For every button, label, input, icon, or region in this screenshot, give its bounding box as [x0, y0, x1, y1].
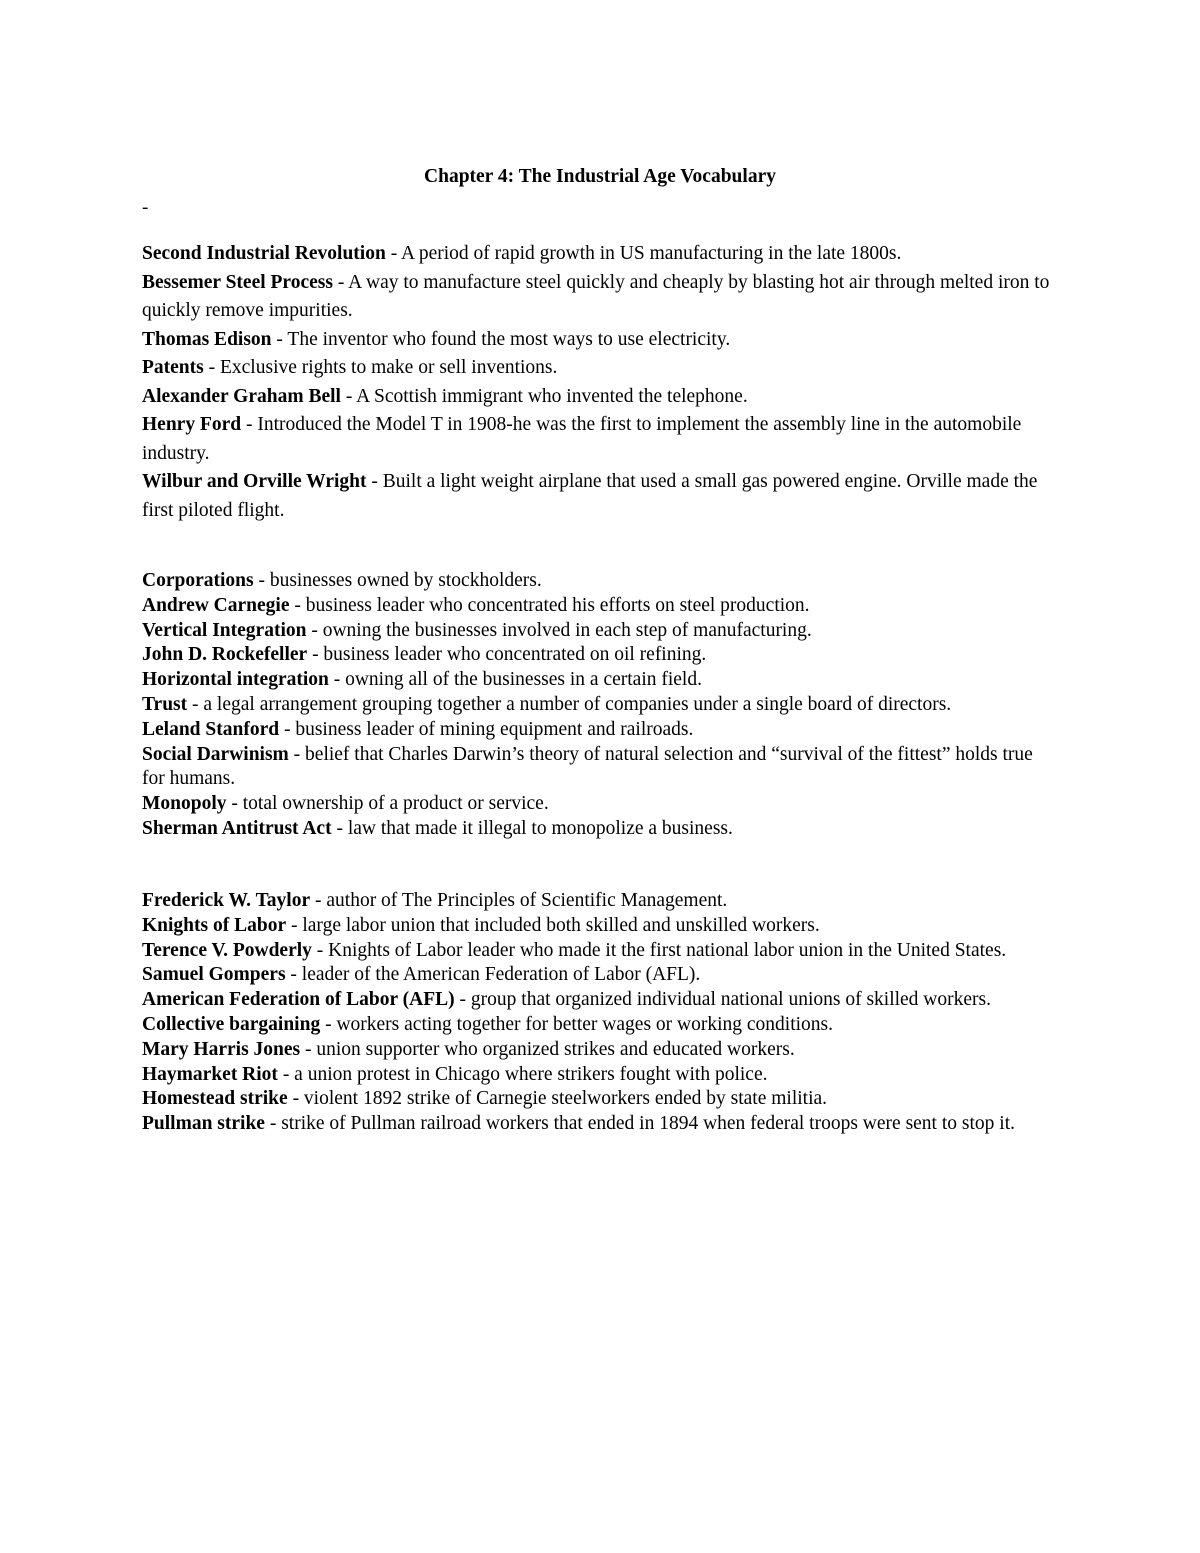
vocab-section-labor	[142, 889, 1057, 1137]
vocab-term: Knights of Labor	[142, 914, 287, 936]
vocab-definition: - A Scottish immigrant who invented the telephone.	[340, 385, 748, 407]
vocab-entry	[142, 914, 1057, 939]
vocab-term: Mary Harris Jones	[142, 1038, 301, 1060]
vocab-definition: - owning all of the businesses in a certain field.	[328, 669, 702, 691]
vocab-definition: - violent 1892 strike of Carnegie steelworkers ended by state militia.	[287, 1088, 828, 1110]
vocab-entry	[142, 594, 1057, 619]
vocab-entry	[142, 569, 1057, 594]
vocab-definition: - The inventor who found the most ways to use electricity.	[271, 328, 731, 350]
vocab-entry	[142, 468, 1057, 525]
vocab-definition: - business leader who concentrated on oil refining.	[307, 644, 707, 666]
page-title: Chapter 4: The Industrial Age Vocabulary	[424, 166, 776, 187]
vocab-entry	[142, 1112, 1057, 1137]
vocab-definition: - leader of the American Federation of Labor (AFL).	[285, 964, 701, 986]
vocab-definition: - Exclusive rights to make or sell inventions.	[203, 357, 558, 378]
vocab-term: Second Industrial Revolution	[142, 243, 386, 264]
vocab-entry	[142, 988, 1057, 1013]
vocab-entry	[142, 269, 1057, 326]
vocab-section-business	[142, 569, 1057, 842]
title-dash: -	[142, 197, 149, 218]
vocab-definition: - a legal arrangement grouping together a number of companies under a single board of directors.	[187, 693, 952, 715]
vocab-definition: - belief that Charles Darwin’s theory of natural selection and “survival of the fittest” holds true for humans.	[142, 743, 1033, 790]
vocab-term: Frederick W. Taylor	[142, 890, 311, 911]
vocab-term: Bessemer Steel Process	[142, 271, 333, 293]
vocab-entry	[142, 643, 1057, 668]
vocab-entry	[142, 326, 1057, 355]
vocab-definition: - A way to manufacture steel quickly and cheaply by blasting hot air through melted iron to quickly remove impurities.	[142, 271, 1050, 321]
vocab-term: Social Darwinism	[142, 743, 289, 765]
vocab-term: Horizontal integration	[142, 669, 329, 691]
vocab-term: Samuel Gompers	[142, 964, 286, 986]
vocab-term: Terence V. Powderly	[142, 939, 312, 961]
vocab-entry	[142, 718, 1057, 743]
vocab-term: Monopoly	[142, 793, 227, 815]
vocab-entry	[142, 1063, 1057, 1088]
vocab-definition: - law that made it illegal to monopolize a business.	[331, 817, 733, 839]
vocab-term: Pullman strike	[142, 1113, 265, 1135]
vocab-term: John D. Rockefeller	[142, 644, 308, 666]
vocab-definition: - business leader of mining equipment and railroads.	[279, 718, 694, 740]
vocab-term: Haymarket Riot	[142, 1063, 278, 1085]
vocab-entry	[142, 619, 1057, 644]
vocab-section-inventions	[142, 240, 1057, 525]
vocab-definition: - business leader who concentrated his efforts on steel production.	[289, 594, 810, 616]
vocab-definition: - author of The Principles of Scientific Management.	[310, 890, 728, 911]
vocab-term: Henry Ford	[142, 414, 242, 435]
vocab-term: Wilbur and Orville Wright	[142, 471, 367, 492]
vocab-term: Alexander Graham Bell	[142, 385, 341, 407]
vocab-term: American Federation of Labor (AFL)	[142, 989, 455, 1011]
vocab-entry	[142, 963, 1057, 988]
vocab-definition: - Knights of Labor leader who made it the first national labor union in the United States.	[311, 939, 1007, 961]
vocab-entry	[142, 693, 1057, 718]
vocab-entry	[142, 240, 1057, 269]
vocab-definition: - a union protest in Chicago where strikers fought with police.	[277, 1063, 768, 1085]
vocab-definition: - workers acting together for better wages or working conditions.	[320, 1013, 834, 1035]
vocab-definition: - businesses owned by stockholders.	[253, 570, 542, 591]
vocab-term: Sherman Antitrust Act	[142, 817, 332, 839]
vocab-entry	[142, 889, 1057, 914]
vocab-definition: - Built a light weight airplane that used a small gas powered engine. Orville made the first piloted flight.	[142, 471, 1038, 521]
vocab-term: Leland Stanford	[142, 718, 280, 740]
vocab-term: Trust	[142, 693, 188, 715]
vocab-entry	[142, 792, 1057, 817]
vocab-entry	[142, 743, 1057, 793]
vocab-entry	[142, 383, 1057, 412]
vocab-entry	[142, 411, 1057, 468]
vocab-entry	[142, 1087, 1057, 1112]
vocab-definition: - owning the businesses involved in each step of manufacturing.	[306, 619, 812, 641]
vocab-definition: - total ownership of a product or service.	[226, 793, 549, 815]
vocab-definition: - union supporter who organized strikes and educated workers.	[300, 1038, 795, 1060]
vocab-term: Homestead strike	[142, 1088, 288, 1110]
vocab-entry	[142, 354, 1057, 383]
vocab-definition: - A period of rapid growth in US manufacturing in the late 1800s.	[385, 243, 902, 264]
vocab-term: Patents	[142, 357, 204, 378]
vocab-entry	[142, 939, 1057, 964]
vocab-term: Corporations	[142, 570, 254, 591]
vocab-term: Collective bargaining	[142, 1013, 321, 1035]
vocab-term: Vertical Integration	[142, 619, 307, 641]
vocab-term: Andrew Carnegie	[142, 594, 290, 616]
vocab-entry	[142, 817, 1057, 842]
vocab-entry	[142, 668, 1057, 693]
vocab-entry	[142, 1038, 1057, 1063]
vocab-definition: - group that organized individual national unions of skilled workers.	[454, 989, 991, 1011]
vocab-entry	[142, 1013, 1057, 1038]
vocab-definition: - strike of Pullman railroad workers that ended in 1894 when federal troops were sent to stop it.	[264, 1113, 1015, 1135]
vocab-definition: - large labor union that included both skilled and unskilled workers.	[286, 914, 820, 936]
vocab-term: Thomas Edison	[142, 328, 272, 350]
vocab-definition: - Introduced the Model T in 1908-he was the first to implement the assembly line in the automobile industry.	[142, 414, 1022, 464]
